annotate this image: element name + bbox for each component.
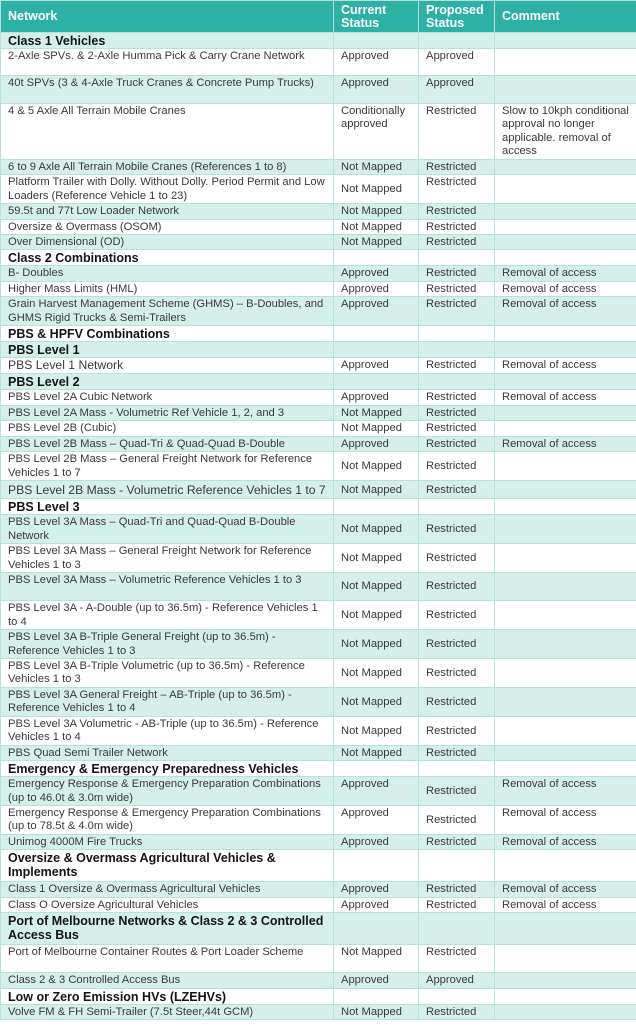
cell-proposed-status: Restricted (419, 544, 495, 573)
cell-comment (495, 219, 636, 234)
cell-network: PBS Level 3A Mass – General Freight Network for Reference Vehicles 1 to 3 (1, 544, 334, 573)
cell-comment (495, 945, 636, 973)
cell-current-status (334, 499, 419, 515)
table-row (1, 630, 636, 659)
section-title: Oversize & Overmass Agricultural Vehicles & Implements (1, 850, 334, 882)
cell-network: Class O Oversize Agricultural Vehicles (1, 897, 334, 912)
table-header-row (1, 1, 636, 33)
table-row (1, 358, 636, 374)
cell-comment (495, 630, 636, 659)
cell-proposed-status: Restricted (419, 805, 495, 834)
cell-comment (495, 326, 636, 342)
cell-comment: Removal of access (495, 281, 636, 296)
cell-proposed-status (419, 499, 495, 515)
cell-comment (495, 33, 636, 49)
cell-current-status: Approved (334, 281, 419, 296)
cell-comment (495, 374, 636, 390)
cell-current-status (334, 250, 419, 266)
cell-current-status (334, 988, 419, 1004)
table-row (1, 421, 636, 436)
cell-proposed-status: Restricted (419, 452, 495, 481)
cell-proposed-status: Approved (419, 76, 495, 104)
cell-proposed-status: Restricted (419, 421, 495, 436)
section-title: PBS Level 1 (1, 342, 334, 358)
table-row (1, 175, 636, 204)
cell-proposed-status: Restricted (419, 104, 495, 160)
cell-network: 4 & 5 Axle All Terrain Mobile Cranes (1, 104, 334, 160)
table-row (1, 687, 636, 716)
cell-network: B- Doubles (1, 266, 334, 281)
section-header-row (1, 988, 636, 1004)
cell-comment: Removal of access (495, 297, 636, 326)
cell-network: PBS Level 2B Mass – General Freight Network for Reference Vehicles 1 to 7 (1, 452, 334, 481)
cell-proposed-status: Restricted (419, 175, 495, 204)
cell-network: Class 2 & 3 Controlled Access Bus (1, 973, 334, 988)
cell-proposed-status: Restricted (419, 436, 495, 451)
table-body (1, 33, 636, 1020)
cell-comment (495, 49, 636, 76)
cell-network: PBS Level 2B (Cubic) (1, 421, 334, 436)
cell-proposed-status: Restricted (419, 281, 495, 296)
cell-current-status: Conditionally approved (334, 104, 419, 160)
cell-proposed-status: Restricted (419, 515, 495, 544)
cell-comment: Removal of access (495, 266, 636, 281)
cell-comment (495, 850, 636, 882)
cell-network: PBS Level 3A Mass – Volumetric Reference Vehicles 1 to 3 (1, 573, 334, 601)
cell-proposed-status: Approved (419, 973, 495, 988)
table-row (1, 452, 636, 481)
cell-comment (495, 76, 636, 104)
cell-current-status: Not Mapped (334, 573, 419, 601)
section-header-row (1, 761, 636, 777)
cell-comment (495, 658, 636, 687)
header-comment: Comment (495, 1, 636, 33)
cell-current-status: Approved (334, 266, 419, 281)
section-title: PBS Level 3 (1, 499, 334, 515)
table-row (1, 573, 636, 601)
table-row (1, 882, 636, 897)
cell-comment: Removal of access (495, 358, 636, 374)
cell-network: PBS Level 2B Mass – Quad-Tri & Quad-Quad B-Double (1, 436, 334, 451)
cell-proposed-status: Restricted (419, 1004, 495, 1019)
table-row (1, 266, 636, 281)
table-row (1, 745, 636, 760)
section-title: Class 1 Vehicles (1, 33, 334, 49)
cell-proposed-status: Restricted (419, 777, 495, 806)
section-header-row (1, 850, 636, 882)
cell-proposed-status: Restricted (419, 204, 495, 219)
cell-network: Platform Trailer with Dolly. Without Dolly. Period Permit and Low Loaders (Reference Vehicle 1 to 23) (1, 175, 334, 204)
cell-proposed-status (419, 850, 495, 882)
cell-comment (495, 601, 636, 630)
cell-comment: Removal of access (495, 436, 636, 451)
table-row (1, 76, 636, 104)
section-title: PBS Level 2 (1, 374, 334, 390)
cell-current-status: Approved (334, 882, 419, 897)
cell-network: PBS Level 2A Mass - Volumetric Ref Vehicle 1, 2, and 3 (1, 406, 334, 421)
cell-current-status: Approved (334, 76, 419, 104)
cell-network: Oversize & Overmass (OSOM) (1, 219, 334, 234)
cell-comment (495, 1004, 636, 1019)
cell-current-status: Approved (334, 973, 419, 988)
cell-network: Class 1 Oversize & Overmass Agricultural Vehicles (1, 882, 334, 897)
cell-comment (495, 235, 636, 250)
table-row (1, 805, 636, 834)
table-row (1, 601, 636, 630)
cell-current-status: Not Mapped (334, 421, 419, 436)
table-row (1, 834, 636, 849)
cell-proposed-status: Restricted (419, 358, 495, 374)
cell-current-status: Approved (334, 297, 419, 326)
cell-current-status (334, 342, 419, 358)
cell-proposed-status (419, 326, 495, 342)
cell-current-status: Not Mapped (334, 687, 419, 716)
cell-comment (495, 452, 636, 481)
cell-current-status (334, 374, 419, 390)
cell-current-status: Approved (334, 805, 419, 834)
cell-current-status: Not Mapped (334, 745, 419, 760)
cell-proposed-status: Approved (419, 49, 495, 76)
cell-network: PBS Quad Semi Trailer Network (1, 745, 334, 760)
cell-proposed-status (419, 250, 495, 266)
cell-current-status: Not Mapped (334, 235, 419, 250)
cell-current-status: Not Mapped (334, 716, 419, 745)
cell-network: PBS Level 3A B-Triple General Freight (up to 36.5m) - Reference Vehicles 1 to 3 (1, 630, 334, 659)
section-title: Emergency & Emergency Preparedness Vehicles (1, 761, 334, 777)
cell-network: PBS Level 3A General Freight – AB-Triple (up to 36.5m) - Reference Vehicles 1 to 4 (1, 687, 334, 716)
cell-current-status: Not Mapped (334, 515, 419, 544)
cell-comment: Slow to 10kph conditional approval no longer applicable. removal of access (495, 104, 636, 160)
cell-current-status (334, 761, 419, 777)
cell-proposed-status: Restricted (419, 160, 495, 175)
cell-proposed-status: Restricted (419, 882, 495, 897)
cell-network: PBS Level 2B Mass - Volumetric Reference Vehicles 1 to 7 (1, 481, 334, 499)
cell-network: Unimog 4000M Fire Trucks (1, 834, 334, 849)
cell-comment (495, 687, 636, 716)
cell-proposed-status (419, 913, 495, 945)
cell-proposed-status: Restricted (419, 630, 495, 659)
table-row (1, 973, 636, 988)
table-row (1, 297, 636, 326)
cell-network: Emergency Response & Emergency Preparation Combinations (up to 78.5t & 4.0m wide) (1, 805, 334, 834)
cell-comment (495, 973, 636, 988)
cell-proposed-status: Restricted (419, 945, 495, 973)
cell-network: PBS Level 3A Mass – Quad-Tri and Quad-Quad B-Double Network (1, 515, 334, 544)
cell-comment: Removal of access (495, 777, 636, 806)
cell-proposed-status: Restricted (419, 834, 495, 849)
cell-network: Emergency Response & Emergency Preparation Combinations (up to 46.0t & 3.0m wide) (1, 777, 334, 806)
table-row (1, 390, 636, 406)
table-row (1, 406, 636, 421)
cell-current-status: Approved (334, 49, 419, 76)
cell-current-status: Not Mapped (334, 630, 419, 659)
cell-current-status: Not Mapped (334, 175, 419, 204)
section-header-row (1, 326, 636, 342)
cell-current-status: Not Mapped (334, 945, 419, 973)
cell-current-status: Approved (334, 834, 419, 849)
header-current-status: Current Status (334, 1, 419, 33)
cell-network: Higher Mass Limits (HML) (1, 281, 334, 296)
table-row (1, 160, 636, 175)
cell-current-status: Approved (334, 390, 419, 406)
section-title: PBS & HPFV Combinations (1, 326, 334, 342)
cell-network: PBS Level 3A B-Triple Volumetric (up to 36.5m) - Reference Vehicles 1 to 3 (1, 658, 334, 687)
cell-current-status: Not Mapped (334, 658, 419, 687)
cell-proposed-status: Restricted (419, 897, 495, 912)
section-header-row (1, 33, 636, 49)
table-row (1, 281, 636, 296)
cell-network: Over Dimensional (OD) (1, 235, 334, 250)
table-row (1, 49, 636, 76)
table-row (1, 436, 636, 451)
cell-current-status: Not Mapped (334, 219, 419, 234)
section-title: Port of Melbourne Networks & Class 2 & 3 Controlled Access Bus (1, 913, 334, 945)
table-row (1, 515, 636, 544)
cell-comment: Removal of access (495, 882, 636, 897)
cell-current-status (334, 326, 419, 342)
cell-comment (495, 499, 636, 515)
cell-proposed-status: Restricted (419, 658, 495, 687)
cell-current-status: Not Mapped (334, 481, 419, 499)
cell-comment (495, 716, 636, 745)
cell-current-status (334, 913, 419, 945)
cell-comment (495, 250, 636, 266)
cell-current-status: Approved (334, 436, 419, 451)
cell-network: PBS Level 3A - A-Double (up to 36.5m) - Reference Vehicles 1 to 4 (1, 601, 334, 630)
table-row (1, 219, 636, 234)
table-row (1, 235, 636, 250)
cell-network: 59.5t and 77t Low Loader Network (1, 204, 334, 219)
table-row (1, 1004, 636, 1019)
cell-current-status: Approved (334, 777, 419, 806)
cell-comment (495, 573, 636, 601)
cell-proposed-status (419, 761, 495, 777)
section-header-row (1, 499, 636, 515)
cell-network: 40t SPVs (3 & 4-Axle Truck Cranes & Concrete Pump Trucks) (1, 76, 334, 104)
cell-comment (495, 421, 636, 436)
cell-comment: Removal of access (495, 805, 636, 834)
cell-comment (495, 515, 636, 544)
cell-network: Port of Melbourne Container Routes & Port Loader Scheme (1, 945, 334, 973)
cell-current-status (334, 33, 419, 49)
cell-comment (495, 988, 636, 1004)
table-row (1, 945, 636, 973)
section-header-row (1, 374, 636, 390)
cell-network: PBS Level 2A Cubic Network (1, 390, 334, 406)
table-row (1, 481, 636, 499)
table-row (1, 104, 636, 160)
section-title: Low or Zero Emission HVs (LZEHVs) (1, 988, 334, 1004)
table-row (1, 544, 636, 573)
table-row (1, 658, 636, 687)
cell-proposed-status: Restricted (419, 601, 495, 630)
cell-proposed-status: Restricted (419, 235, 495, 250)
cell-network: PBS Level 3A Volumetric - AB-Triple (up to 36.5m) - Reference Vehicles 1 to 4 (1, 716, 334, 745)
cell-current-status: Not Mapped (334, 160, 419, 175)
cell-comment: Removal of access (495, 390, 636, 406)
cell-comment (495, 406, 636, 421)
cell-comment (495, 160, 636, 175)
cell-proposed-status: Restricted (419, 219, 495, 234)
table-row (1, 204, 636, 219)
cell-current-status: Not Mapped (334, 452, 419, 481)
cell-proposed-status: Restricted (419, 390, 495, 406)
cell-comment (495, 745, 636, 760)
cell-network: Volve FM & FH Semi-Trailer (7.5t Steer,44t GCM) (1, 1004, 334, 1019)
cell-proposed-status (419, 988, 495, 1004)
table-row (1, 897, 636, 912)
cell-proposed-status: Restricted (419, 266, 495, 281)
cell-current-status: Not Mapped (334, 544, 419, 573)
cell-proposed-status: Restricted (419, 481, 495, 499)
cell-comment (495, 544, 636, 573)
cell-proposed-status: Restricted (419, 687, 495, 716)
cell-comment (495, 761, 636, 777)
cell-comment (495, 342, 636, 358)
table-row (1, 716, 636, 745)
cell-comment: Removal of access (495, 834, 636, 849)
cell-comment: Removal of access (495, 897, 636, 912)
cell-comment (495, 481, 636, 499)
cell-proposed-status: Restricted (419, 297, 495, 326)
cell-proposed-status: Restricted (419, 406, 495, 421)
cell-comment (495, 175, 636, 204)
cell-current-status: Not Mapped (334, 1004, 419, 1019)
cell-current-status: Not Mapped (334, 204, 419, 219)
cell-network: 2-Axle SPVs. & 2-Axle Humma Pick & Carry Crane Network (1, 49, 334, 76)
section-header-row (1, 342, 636, 358)
section-header-row (1, 913, 636, 945)
cell-current-status: Not Mapped (334, 406, 419, 421)
cell-network: 6 to 9 Axle All Terrain Mobile Cranes (References 1 to 8) (1, 160, 334, 175)
cell-current-status: Not Mapped (334, 601, 419, 630)
cell-proposed-status: Restricted (419, 745, 495, 760)
cell-comment (495, 204, 636, 219)
cell-current-status (334, 850, 419, 882)
cell-network: PBS Level 1 Network (1, 358, 334, 374)
cell-network: Grain Harvest Management Scheme (GHMS) – B-Doubles, and GHMS Rigid Trucks & Semi-Trailers (1, 297, 334, 326)
cell-proposed-status: Restricted (419, 573, 495, 601)
section-title: Class 2 Combinations (1, 250, 334, 266)
cell-current-status: Approved (334, 897, 419, 912)
cell-current-status: Approved (334, 358, 419, 374)
cell-proposed-status (419, 374, 495, 390)
cell-comment (495, 913, 636, 945)
section-header-row (1, 250, 636, 266)
table-row (1, 777, 636, 806)
cell-proposed-status (419, 33, 495, 49)
header-network: Network (1, 1, 334, 33)
header-proposed-status: Proposed Status (419, 1, 495, 33)
cell-proposed-status (419, 342, 495, 358)
cell-proposed-status: Restricted (419, 716, 495, 745)
